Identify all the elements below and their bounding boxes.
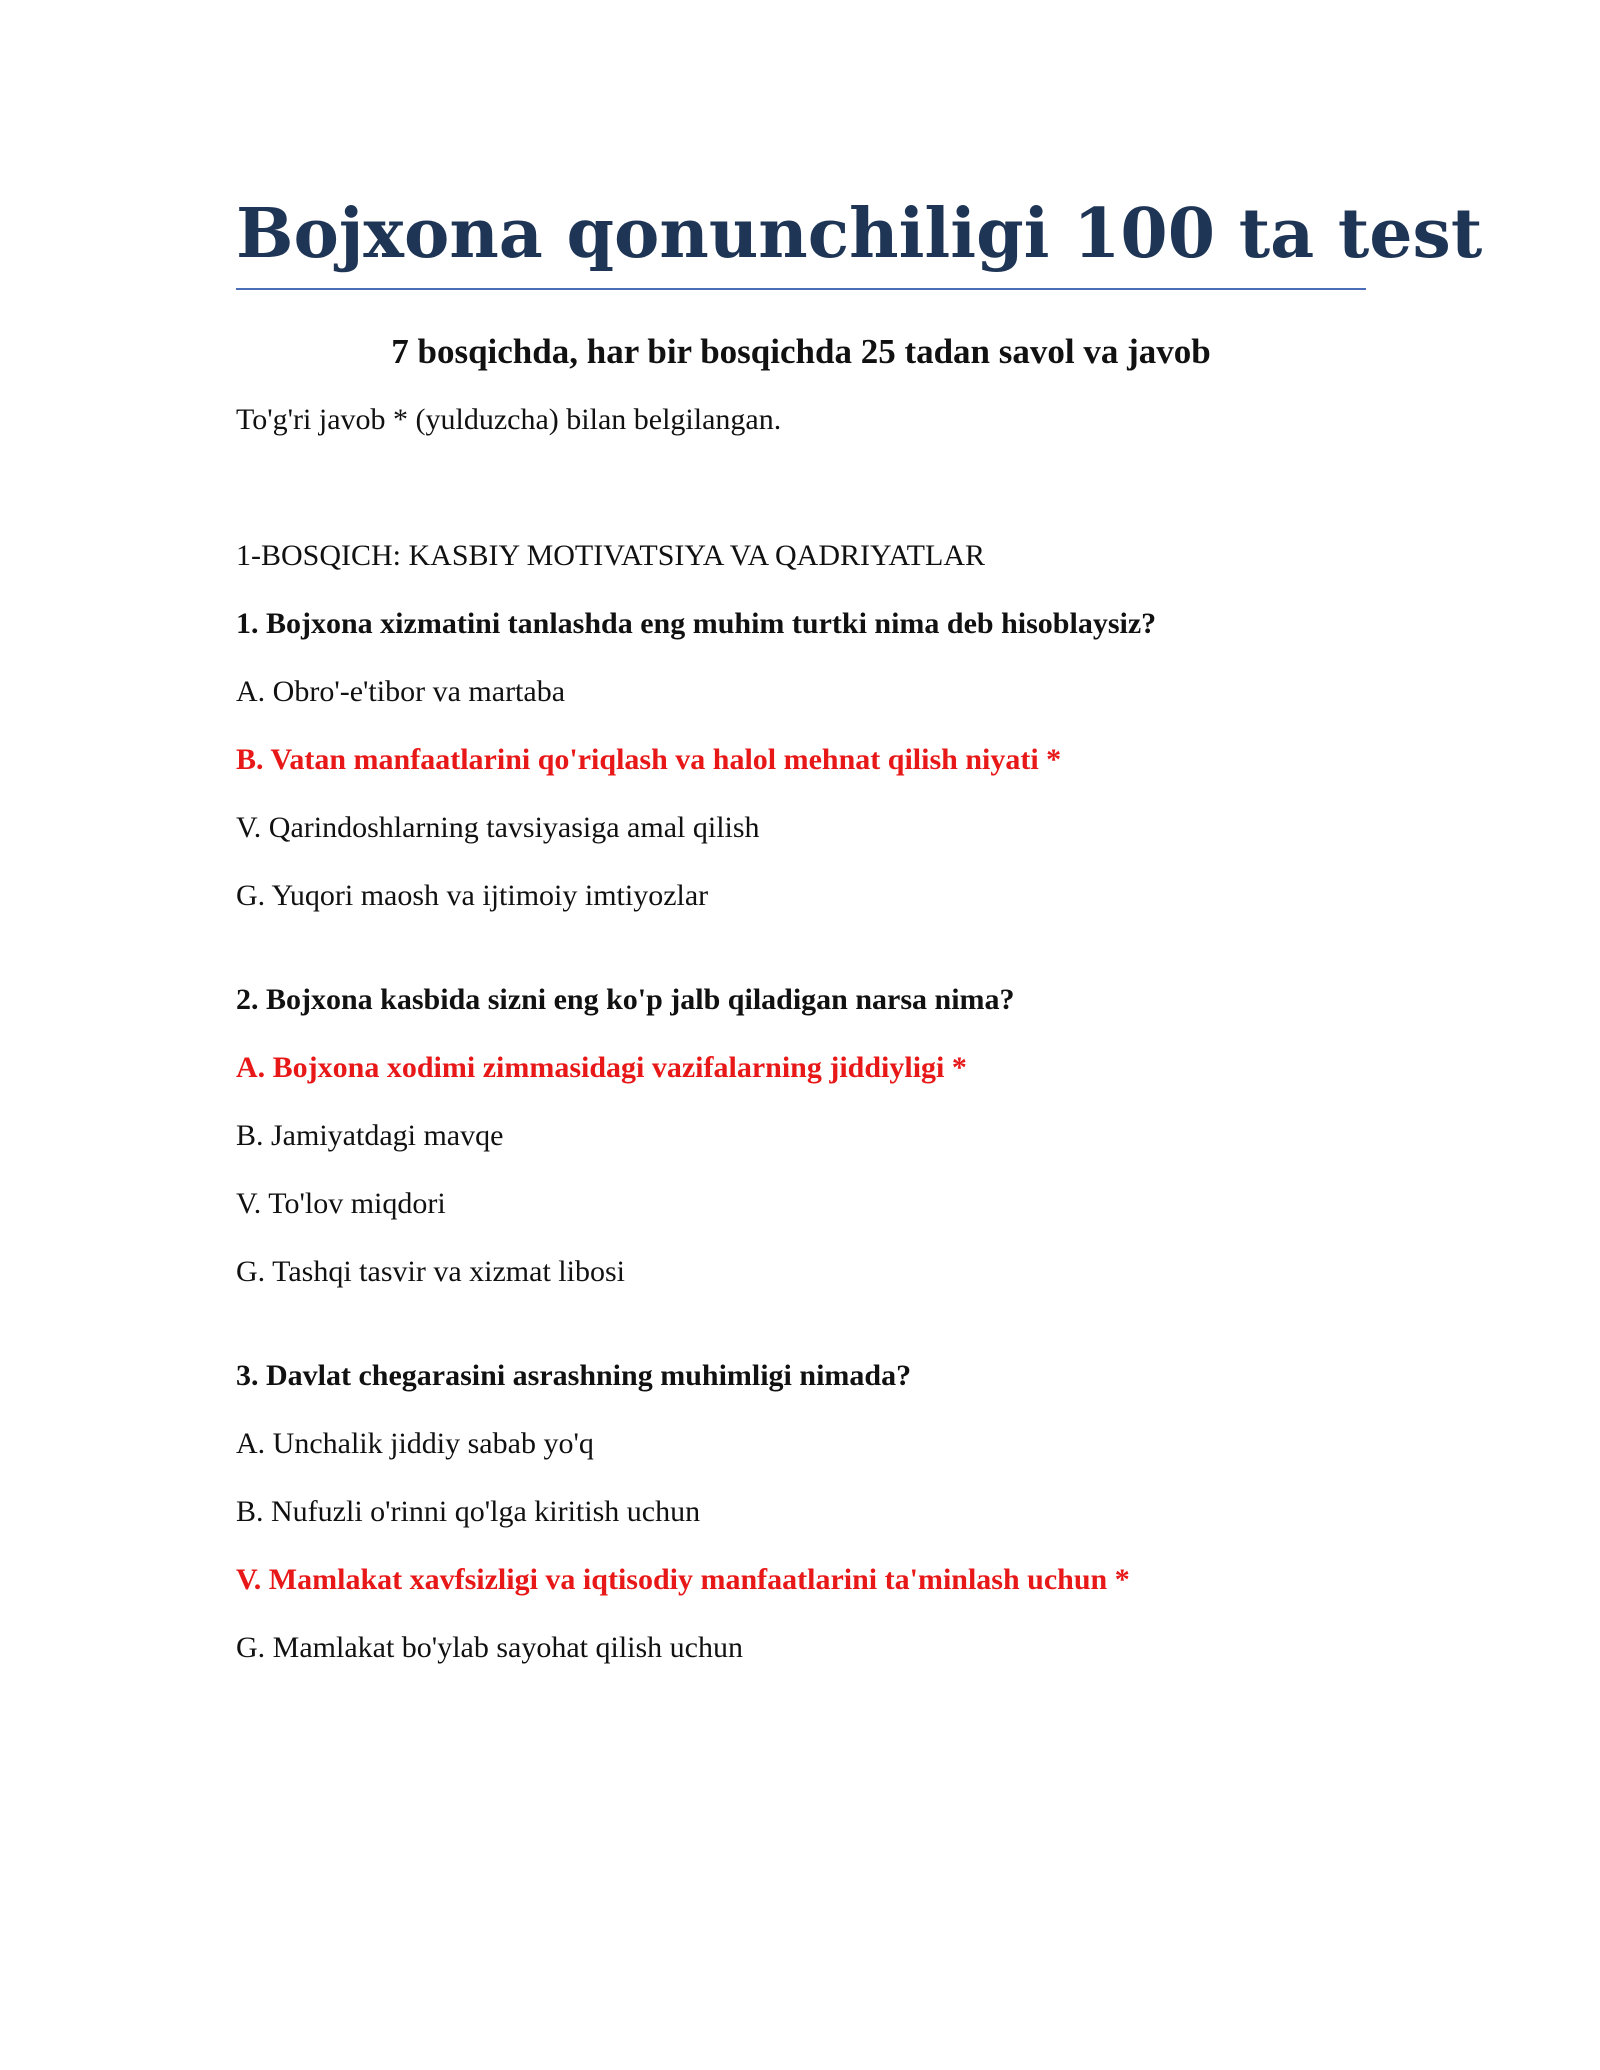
question-text: 1. Bojxona xizmatini tanlashda eng muhim turtki nima deb hisoblaysiz? [236, 607, 1157, 640]
question-text: 2. Bojxona kasbida sizni eng ko'p jalb qiladigan narsa nima? [236, 983, 1015, 1016]
document-subtitle: 7 bosqichda, har bir bosqichda 25 tadan savol va javob [391, 332, 1211, 371]
answer-option: B. Nufuzli o'rinni qo'lga kiritish uchun [236, 1495, 701, 1528]
question-block [236, 1358, 1366, 1666]
answer-option-correct: V. Mamlakat xavfsizligi va iqtisodiy manfaatlarini ta'minlash uchun * [236, 1563, 1130, 1596]
question-text: 3. Davlat chegarasini asrashning muhimligi nimada? [236, 1359, 912, 1392]
answer-option: B. Jamiyatdagi mavqe [236, 1119, 504, 1152]
answer-option-correct: A. Bojxona xodimi zimmasidagi vazifalarning jiddiyligi * [236, 1051, 967, 1084]
question-block [236, 982, 1366, 1290]
answer-key-note: To'g'ri javob * (yulduzcha) bilan belgilangan. [236, 403, 782, 436]
answer-option: V. To'lov miqdori [236, 1187, 446, 1220]
question-block [236, 606, 1366, 914]
answer-option: G. Mamlakat bo'ylab sayohat qilish uchun [236, 1631, 743, 1664]
answer-option-correct: B. Vatan manfaatlarini qo'riqlash va halol mehnat qilish niyati * [236, 743, 1062, 776]
section-title: 1-BOSQICH: KASBIY MOTIVATSIYA VA QADRIYATLAR [236, 539, 985, 572]
document-page [236, 190, 1483, 1666]
answer-option: G. Tashqi tasvir va xizmat libosi [236, 1255, 625, 1288]
answer-option: G. Yuqori maosh va ijtimoiy imtiyozlar [236, 879, 709, 912]
answer-option: V. Qarindoshlarning tavsiyasiga amal qilish [236, 811, 760, 844]
answer-option: A. Obro'-e'tibor va martaba [236, 675, 566, 708]
document-title: Bojxona qonunchiligi 100 ta test [236, 190, 1366, 290]
answer-option: A. Unchalik jiddiy sabab yo'q [236, 1427, 594, 1460]
